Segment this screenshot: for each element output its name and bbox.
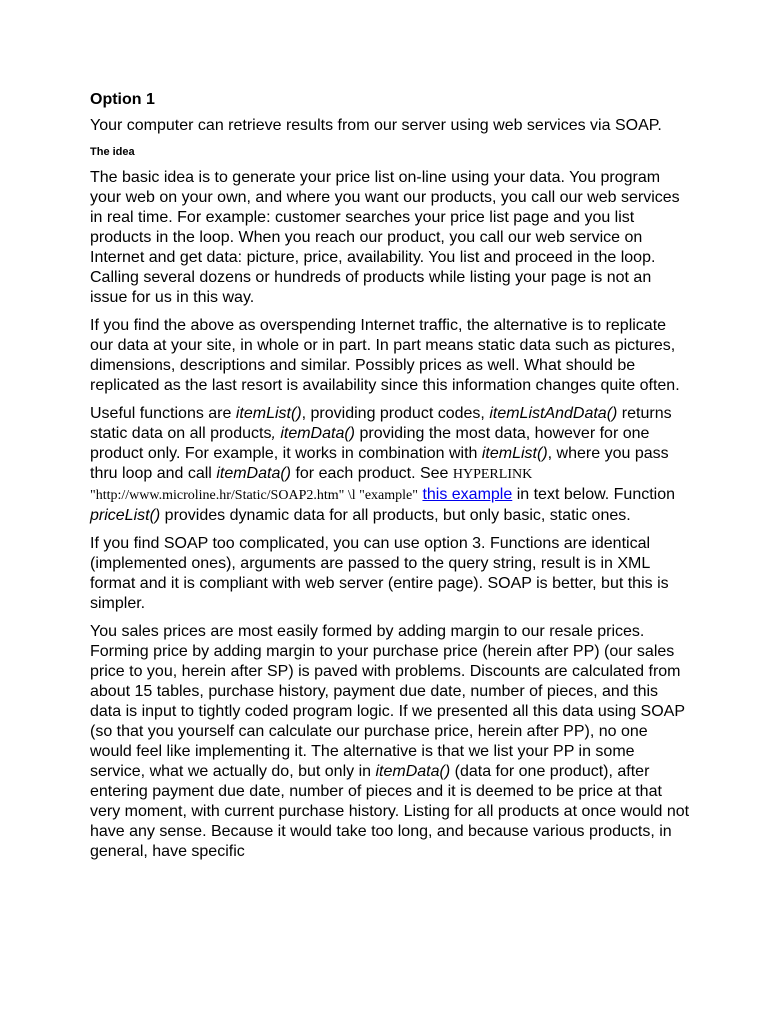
subheading: The idea (90, 146, 135, 158)
function-name: itemData() (216, 465, 291, 482)
example-link[interactable]: this example (422, 486, 513, 503)
text-run: , (271, 425, 281, 442)
text-run: Useful functions are (90, 405, 236, 422)
text-run: You sales prices are most easily formed by adding margin to our resale prices. Forming price by adding margin to your purchase price (herein after PP) (our sales price to you, herein after SP) is paved with problems. Discounts are calculated from about 15 tables, purchase history, payment due date, number of pieces, and this data is input to tightly coded program logic. If we presented all this data using SOAP (so that you yourself can calculate our purchase price, herein after PP), no one would feel like implementing it. The alternative is that we list your PP in some service, what we actually do, but only in (90, 623, 685, 780)
function-name: itemListAndData() (489, 405, 618, 422)
text-run: in text below. Function (512, 486, 676, 503)
text-run: provides dynamic data for all products, but only basic, static ones. (160, 507, 631, 524)
prices-paragraph (90, 622, 690, 862)
function-name: itemData() (280, 425, 356, 442)
traffic-paragraph: If you find the above as overspending Internet traffic, the alternative is to replicate our data at your site, in whole or in part. In part means static data such as pictures, dimensions, descriptions and similar. Possibly prices as well. What should be replicated as the last resort is availability since this information changes quite often. (90, 317, 680, 394)
section-heading: Option 1 (90, 91, 155, 108)
function-name: itemList() (235, 405, 302, 422)
text-run: (data for one product), after entering payment due date, number of pieces and it is deemed to be price at that very moment, with current purchase history. Listing for all products at once would not have any sense. Because it would take too long, and because various products, in general, have specific (90, 763, 690, 860)
text-run: , where you pass thru loop and call (90, 445, 669, 482)
functions-paragraph (90, 404, 690, 526)
hyperlink-field-code: HYPERLINK "http://www.microline.hr/Static/SOAP2.htm" \l "example" (90, 467, 533, 503)
text-run: returns static data on all products (90, 405, 672, 442)
function-name: priceList() (90, 507, 161, 524)
function-name: itemData() (375, 763, 451, 780)
basic-idea-paragraph: The basic idea is to generate your price list on-line using your data. You program your web on your own, and where you want our products, you call our web services in real time. For example: customer searches your price list page and you list products in the loop. When you reach our product, you call our web service on Internet and get data: picture, price, availability. You list and proceed in the loop. Calling several dozens or hundreds of products while listing your page is not an issue for us in this way. (90, 169, 680, 306)
option3-paragraph: If you find SOAP too complicated, you can use option 3. Functions are identical (implemented ones), arguments are passed to the query string, result is in XML format and it is compliant with web server (entire page). SOAP is better, but this is simpler. (90, 535, 669, 612)
text-run: for each product. See (291, 465, 453, 482)
text-run: providing the most data, however for one product only. For example, it works in combination with (90, 425, 650, 462)
text-run: , providing product codes, (301, 405, 490, 422)
function-name: itemList() (481, 445, 548, 462)
intro-paragraph: Your computer can retrieve results from our server using web services via SOAP. (90, 117, 662, 134)
document-page (90, 90, 690, 870)
